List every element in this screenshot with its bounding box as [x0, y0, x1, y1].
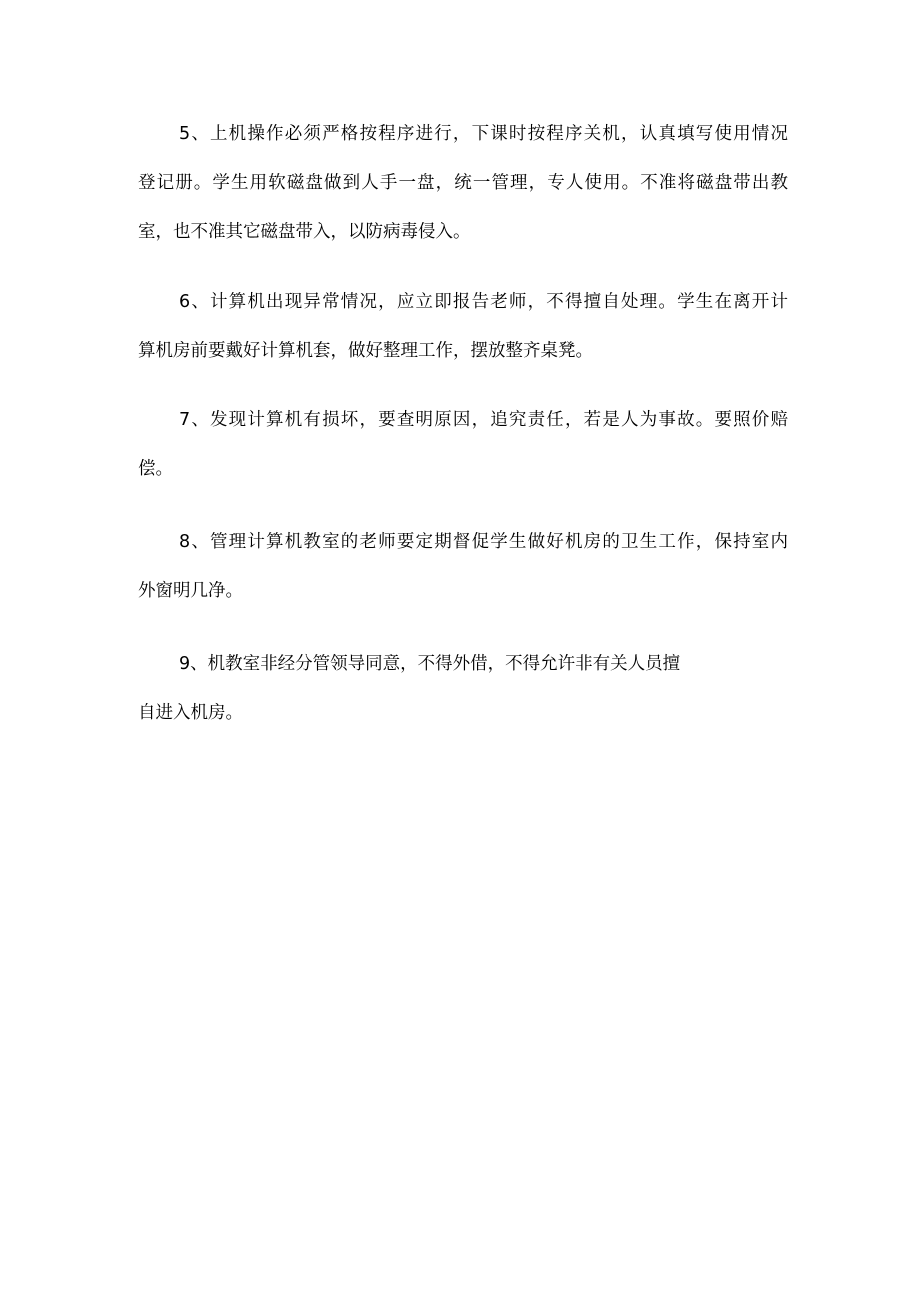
paragraph-line: 6、计算机出现异常情况，应立即报告老师，不得擅自处理。学生在离开计	[179, 292, 788, 312]
paragraph-line: 偿。	[138, 459, 173, 479]
paragraph-line: 算机房前要戴好计算机套，做好整理工作，摆放整齐桌凳。	[138, 341, 593, 361]
paragraph-line: 外窗明几净。	[138, 581, 243, 601]
paragraph-line: 8、管理计算机教室的老师要定期督促学生做好机房的卫生工作，保持室内	[179, 532, 788, 552]
paragraph-line: 室，也不准其它磁盘带入，以防病毒侵入。	[138, 222, 471, 242]
paragraph-line: 5、上机操作必须严格按程序进行，下课时按程序关机，认真填写使用情况	[179, 124, 788, 144]
paragraph-line: 自进入机房。	[138, 703, 243, 723]
paragraph-line: 7、发现计算机有损坏，要查明原因，追究责任，若是人为事故。要照价赔	[179, 410, 788, 430]
paragraph-line: 登记册。学生用软磁盘做到人手一盘，统一管理，专人使用。不准将磁盘带出教	[138, 173, 788, 193]
paragraph-line: 9、机教室非经分管领导同意，不得外借，不得允许非有关人员擅	[179, 654, 681, 674]
